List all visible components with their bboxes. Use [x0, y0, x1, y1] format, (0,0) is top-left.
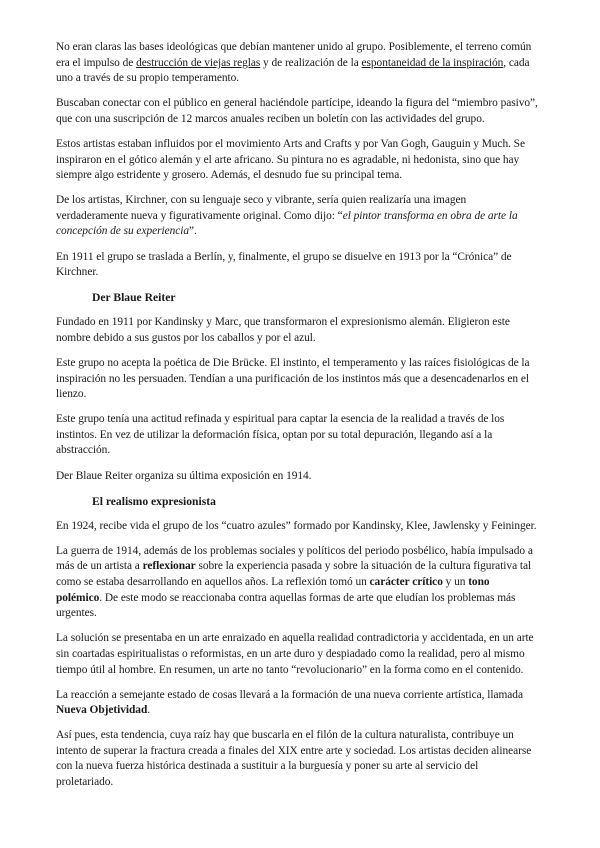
text-run: .	[147, 704, 151, 717]
text-run: , cada uno a través de su propio temperamento.	[56, 56, 530, 85]
paragraph-ideological-bases	[56, 40, 538, 87]
text-run: La reacción a semejante estado de cosas llevará a la formación de una nueva corriente artística, llamada	[56, 688, 523, 701]
paragraph-influences: Estos artistas estaban influidos por el movimiento Arts and Crafts y por Van Gogh, Gauguin y Much. Se inspiraron en el gótico alemán y el arte africano. Su pintura no es agradable, ni hedonista, sino que hay siempre algo estridente y grosero. Además, el desnudo fue su principal tema.	[56, 137, 525, 182]
heading-realismo-expresionista: El realismo expresionista	[92, 494, 216, 508]
paragraph-berlin: En 1911 el grupo se traslada a Berlín, y, finalmente, el grupo se disuelve en 1913 por la “Crónica” de Kirchner.	[56, 250, 512, 279]
text-run: . De este modo se reaccionaba contra aquellas formas de arte que eludían los problemas más urgentes.	[56, 591, 516, 620]
text-run: La guerra de 1914, además de los problemas sociales y políticos del periodo posbélico, había impulsado a más de un artista a	[56, 544, 533, 573]
paragraph-attitude: Este grupo tenía una actitud refinada y espiritual para captar la esencia de la realidad a través de los instintos. En vez de utilizar la deformación física, optan por su total depuración, llegando así a la abstracción.	[56, 413, 505, 457]
heading-der-blaue-reiter: Der Blaue Reiter	[92, 291, 176, 305]
bold-caracter-critico: carácter crítico	[369, 576, 443, 589]
paragraph-nueva-objetividad	[56, 688, 538, 719]
paragraph-kirchner	[56, 193, 538, 240]
paragraph-cuatro-azules: En 1924, recibe vida el grupo de los “cuatro azules” formado por Kandinsky, Klee, Jawlensky y Feininger.	[56, 519, 537, 532]
underlined-text-spontaneity: espontaneidad de la inspiración	[361, 56, 504, 69]
bold-nueva-objetividad: Nueva Objetividad	[56, 704, 148, 717]
paragraph-last-exhibition: Der Blaue Reiter organiza su última exposición en 1914.	[56, 469, 312, 482]
text-run: De los artistas, Kirchner, con su lenguaje seco y vibrante, sería quien realizaría una imagen verdaderamente nueva y figurativamente original. Como dijo: “	[56, 194, 467, 222]
paragraph-naturalist-root: Así pues, esta tendencia, cuya raíz hay que buscarla en el filón de la cultura naturalista, contribuye un intento de superar la fractura creada a finales del XIX entre arte y sociedad. Los artistas deciden alinearse con la nueva fuerza histórica destinada a sustituir a la burguesía y poner su arte al servicio del proletariado.	[56, 729, 532, 789]
kirchner-quote: el pintor transforma en obra de arte la concepción de su experiencia	[56, 209, 518, 238]
text-run: ”.	[189, 225, 197, 238]
paragraph-die-brucke: Este grupo no acepta la poética de Die Brücke. El instinto, el temperamento y las raíces fisiológicas de la inspiración no les persuaden. Tendían a una purificación de los instintos más que a desencadenarlos en el lienzo.	[56, 357, 530, 401]
paragraph-war-1914	[56, 544, 538, 622]
paragraph-founded: Fundado en 1911 por Kandinsky y Marc, que transformaron el expresionismo alemán. Eligieron este nombre debido a sus gustos por los caballos y por el azul.	[56, 316, 510, 344]
paragraph-solution: La solución se presentaba en un arte enraizado en aquella realidad contradictoria y accidentada, en un arte sin coartadas espiritualistas o reformistas, en un arte duro y despiadado como la realidad, pero al mismo tiempo útil al hombre. En resumen, un arte no tanto “revolucionario” en la forma como en el contenido.	[56, 632, 534, 676]
text-run: No eran claras las bases ideológicas que debían mantener unido al grupo. Posiblemente, el terreno común era el impulso de	[56, 41, 532, 69]
underlined-text-destruction: destrucción de viejas reglas	[136, 56, 261, 69]
text-run: y un	[442, 576, 469, 589]
text-run: y de realización de la	[260, 56, 362, 69]
bold-tono-polemico: tono polémico	[56, 576, 490, 604]
bold-reflexionar: reflexionar	[142, 560, 196, 573]
text-run: sobre la experiencia pasada y sobre la situación de la cultura figurativa tal como se estaba desarrollando en aquellos años. La reflexión tomó un	[56, 560, 532, 589]
paragraph-passive-member: Buscaban conectar con el público en general haciéndole partícipe, ideando la figura del “miembro pasivo”, que con una suscripción de 12 marcos anuales reciben un boletín con las actividades del grupo.	[56, 97, 538, 125]
